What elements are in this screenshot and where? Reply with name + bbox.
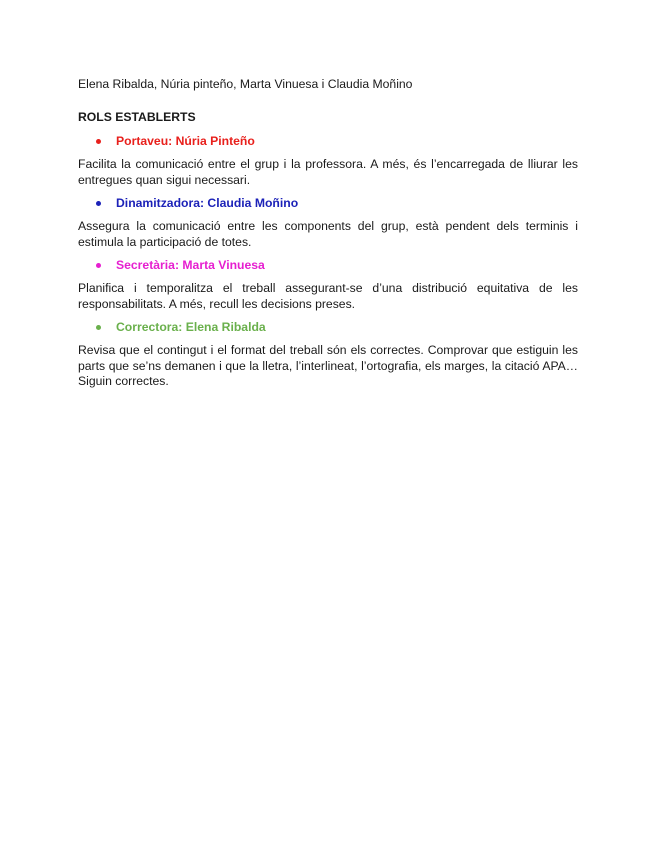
role-dinamitzadora xyxy=(96,196,578,211)
role-portaveu xyxy=(96,134,578,149)
role-title: Portaveu: Núria Pinteño xyxy=(116,134,255,148)
document-page xyxy=(78,77,578,398)
role-secretaria xyxy=(96,258,578,273)
bullet-icon xyxy=(96,201,101,206)
role-correctora xyxy=(96,320,578,335)
bullet-icon xyxy=(96,139,101,144)
role-description: Assegura la comunicació entre les components del grup, està pendent dels terminis i estimula la participació de totes. xyxy=(78,219,578,249)
role-title: Secretària: Marta Vinuesa xyxy=(116,258,265,272)
role-title: Correctora: Elena Ribalda xyxy=(116,320,266,334)
role-description: Revisa que el contingut i el format del treball són els correctes. Comprovar que estiguin les parts que se’ns demanen i que la lletra, l’interlineat, l’ortografia, els marges, la citació APA… Siguin correctes. xyxy=(78,343,578,388)
section-title: ROLS ESTABLERTS xyxy=(78,110,196,124)
role-description: Facilita la comunicació entre el grup i la professora. A més, és l’encarregada de lliurar les entregues quan sigui necessari. xyxy=(78,157,578,187)
authors-line: Elena Ribalda, Núria pinteño, Marta Vinuesa i Claudia Moñino xyxy=(78,77,413,91)
bullet-icon xyxy=(96,325,101,330)
role-description: Planifica i temporalitza el treball assegurant-se d’una distribució equitativa de les responsabilitats. A més, recull les decisions preses. xyxy=(78,281,578,311)
bullet-icon xyxy=(96,263,101,268)
role-title: Dinamitzadora: Claudia Moñino xyxy=(116,196,299,210)
